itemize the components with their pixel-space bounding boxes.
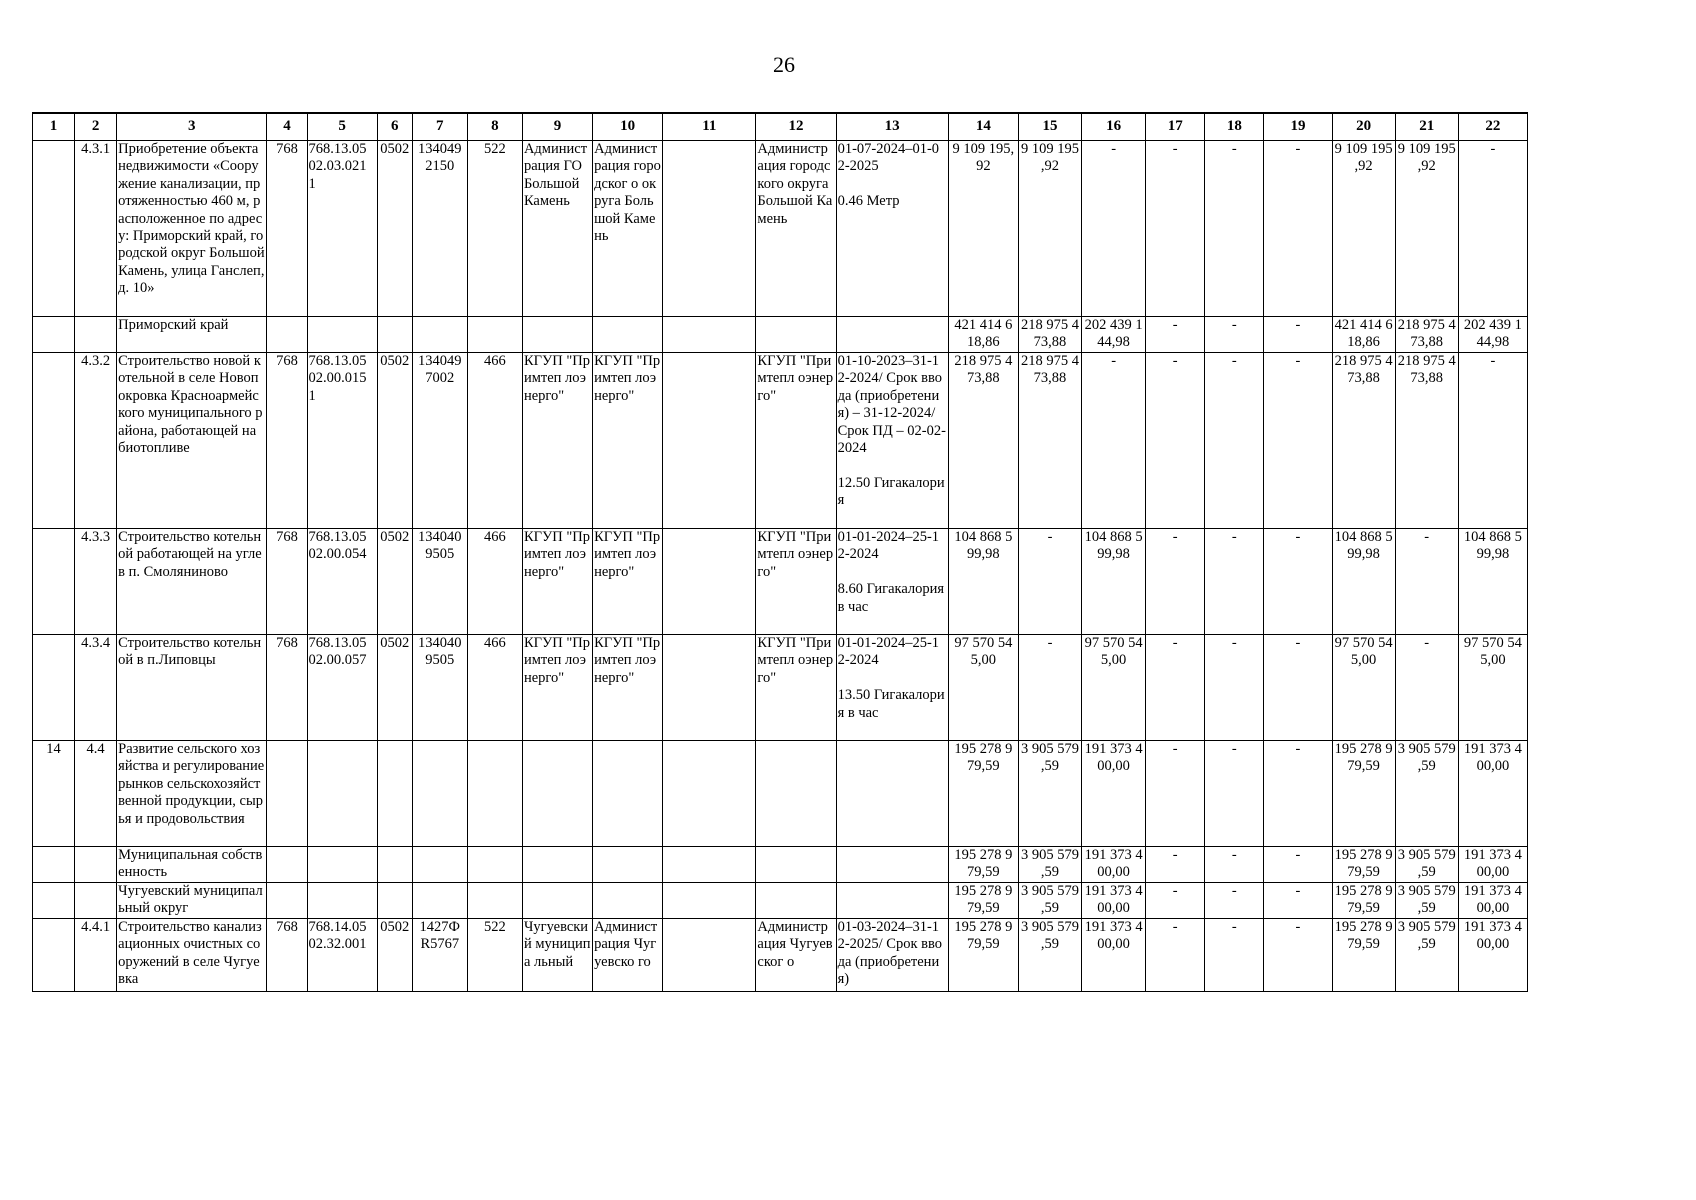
table-cell-col-20: 104 868 5 99,98 [1332,529,1395,635]
table-cell-col-18: - [1205,317,1264,353]
table-cell-col-21: - [1395,635,1458,741]
table-cell-col-16: 191 373 4 00,00 [1082,847,1146,883]
table-cell-col-11 [663,883,756,919]
table-cell-col-11 [663,635,756,741]
column-header-4: 4 [267,113,307,141]
table-cell-col-6: 0502 [377,919,412,992]
table-cell-col-19: - [1264,635,1332,741]
table-cell-col-7 [412,883,467,919]
table-cell-col-14: 195 278 9 79,59 [948,883,1018,919]
column-header-20: 20 [1332,113,1395,141]
page-number: 26 [773,52,795,77]
table-cell-col-20: 97 570 54 5,00 [1332,635,1395,741]
table-cell-col-18: - [1205,353,1264,529]
table-cell-col-7 [412,317,467,353]
table-cell-col-4 [267,317,307,353]
table-cell-col-9 [522,883,592,919]
table-cell-col-22: 104 868 5 99,98 [1458,529,1527,635]
table-cell-col-12: КГУП "Примтепл оэнерго" [756,635,836,741]
table-cell-col-13: 01-03-2024–31-1 2-2025/ Срок ввода (приобретения) [836,919,948,992]
table-cell-col-16: 104 868 5 99,98 [1082,529,1146,635]
table-row [33,847,1528,883]
table-cell-col-3: Приморский край [117,317,267,353]
table-cell-col-19: - [1264,529,1332,635]
table-cell-col-5: 768.13.05 02.00.015 1 [307,353,377,529]
table-cell-col-14: 195 278 9 79,59 [948,919,1018,992]
table-cell-col-4: 768 [267,635,307,741]
table-cell-col-10: КГУП "Примтеп лоэнерго" [593,635,663,741]
table-cell-col-5 [307,847,377,883]
table-cell-col-7: 134049 7002 [412,353,467,529]
table-cell-col-8: 466 [467,635,522,741]
table-row [33,317,1528,353]
table-cell-col-5 [307,317,377,353]
table-cell-col-1 [33,529,75,635]
table-row [33,919,1528,992]
table-cell-col-2 [75,847,117,883]
table-cell-col-20: 421 414 6 18,86 [1332,317,1395,353]
table-cell-col-12: Администр ация городского округа Большой Камень [756,141,836,317]
table-cell-col-5: 768.13.05 02.00.057 [307,635,377,741]
table-cell-col-6: 0502 [377,141,412,317]
table-cell-col-9 [522,317,592,353]
column-header-1: 1 [33,113,75,141]
table-cell-col-11 [663,741,756,847]
table-cell-col-14: 104 868 5 99,98 [948,529,1018,635]
table-cell-col-8: 466 [467,353,522,529]
table-cell-col-2 [75,883,117,919]
table-cell-col-15: 9 109 195 ,92 [1018,141,1081,317]
table-cell-col-8 [467,847,522,883]
table-cell-col-13: 01-07-2024–01-0 2-2025 0.46 Метр [836,141,948,317]
column-header-10: 10 [593,113,663,141]
table-cell-col-14: 195 278 9 79,59 [948,847,1018,883]
table-cell-col-10: КГУП "Примтеп лоэнерго" [593,529,663,635]
table-cell-col-20: 218 975 4 73,88 [1332,353,1395,529]
table-cell-col-2 [75,317,117,353]
table-cell-col-21: - [1395,529,1458,635]
table-cell-col-20: 195 278 9 79,59 [1332,883,1395,919]
table-cell-col-17: - [1146,529,1205,635]
table-cell-col-12 [756,317,836,353]
table-cell-col-3: Чугуевский муниципальный округ [117,883,267,919]
table-cell-col-22: 97 570 54 5,00 [1458,635,1527,741]
table-cell-col-3: Строительство котельной в п.Липовцы [117,635,267,741]
column-header-17: 17 [1146,113,1205,141]
table-cell-col-22: - [1458,353,1527,529]
column-header-3: 3 [117,113,267,141]
table-cell-col-5: 768.13.05 02.00.054 [307,529,377,635]
table-cell-col-4: 768 [267,919,307,992]
table-cell-col-5 [307,883,377,919]
table-cell-col-10: Админист рация Чугуевско го [593,919,663,992]
table-cell-col-8: 522 [467,141,522,317]
column-header-9: 9 [522,113,592,141]
table-row [33,741,1528,847]
table-cell-col-18: - [1205,919,1264,992]
table-row [33,353,1528,529]
table-cell-col-19: - [1264,883,1332,919]
table-cell-col-1 [33,353,75,529]
table-cell-col-22: 191 373 4 00,00 [1458,847,1527,883]
column-header-6: 6 [377,113,412,141]
table-cell-col-20: 195 278 9 79,59 [1332,847,1395,883]
table-cell-col-12: КГУП "Примтепл оэнерго" [756,353,836,529]
table-cell-col-19: - [1264,919,1332,992]
table-cell-col-18: - [1205,883,1264,919]
table-cell-col-22: - [1458,141,1527,317]
column-header-8: 8 [467,113,522,141]
table-cell-col-1 [33,919,75,992]
column-header-21: 21 [1395,113,1458,141]
table-cell-col-2: 4.3.1 [75,141,117,317]
table-cell-col-13 [836,317,948,353]
table-cell-col-12 [756,883,836,919]
column-header-7: 7 [412,113,467,141]
table-cell-col-17: - [1146,635,1205,741]
table-cell-col-6: 0502 [377,635,412,741]
table-cell-col-14: 218 975 4 73,88 [948,353,1018,529]
table-cell-col-13: 01-10-2023–31-1 2-2024/ Срок ввода (приобретения) – 31-12-2024/ Срок ПД – 02-02-2024 12.50 Гигакалория [836,353,948,529]
column-header-13: 13 [836,113,948,141]
table-row [33,635,1528,741]
table-cell-col-7 [412,847,467,883]
table-cell-col-22: 191 373 4 00,00 [1458,919,1527,992]
table-cell-col-9: Чугуевски й муниципа льный [522,919,592,992]
table-cell-col-2: 4.4 [75,741,117,847]
table-cell-col-7: 1427Ф R5767 [412,919,467,992]
table-cell-col-10 [593,741,663,847]
table-cell-col-6 [377,883,412,919]
table-cell-col-14: 421 414 6 18,86 [948,317,1018,353]
table-cell-col-7: 134040 9505 [412,529,467,635]
table-cell-col-21: 3 905 579 ,59 [1395,741,1458,847]
table-cell-col-16: 191 373 4 00,00 [1082,741,1146,847]
table-cell-col-21: 3 905 579 ,59 [1395,847,1458,883]
table-cell-col-5 [307,741,377,847]
column-header-22: 22 [1458,113,1527,141]
table-cell-col-3: Приобретение объекта недвижимости «Сооружение канализации, протяженностью 460 м, расположенное по адресу: Приморский край, городской округ Большой Камень, улица Ганслеп, д. 10» [117,141,267,317]
table-cell-col-16: 191 373 4 00,00 [1082,919,1146,992]
table-cell-col-22: 191 373 4 00,00 [1458,883,1527,919]
table-cell-col-11 [663,353,756,529]
table-cell-col-15: 3 905 579 ,59 [1018,883,1081,919]
table-cell-col-16: - [1082,353,1146,529]
table-cell-col-3: Муниципальная собственность [117,847,267,883]
table-cell-col-10 [593,317,663,353]
table-cell-col-11 [663,141,756,317]
table-cell-col-4 [267,883,307,919]
table-cell-col-10 [593,883,663,919]
table-cell-col-11 [663,847,756,883]
table-cell-col-19: - [1264,317,1332,353]
column-header-16: 16 [1082,113,1146,141]
table-cell-col-6: 0502 [377,353,412,529]
table-cell-col-11 [663,919,756,992]
table-cell-col-20: 195 278 9 79,59 [1332,741,1395,847]
table-cell-col-22: 202 439 1 44,98 [1458,317,1527,353]
table-cell-col-20: 9 109 195 ,92 [1332,141,1395,317]
table-cell-col-4: 768 [267,353,307,529]
table-cell-col-9 [522,847,592,883]
table-cell-col-21: 3 905 579 ,59 [1395,919,1458,992]
table-cell-col-14: 97 570 54 5,00 [948,635,1018,741]
table-cell-col-21: 218 975 4 73,88 [1395,317,1458,353]
table-cell-col-8: 522 [467,919,522,992]
table-cell-col-13 [836,847,948,883]
table-row [33,529,1528,635]
table-cell-col-2: 4.3.2 [75,353,117,529]
table-cell-col-18: - [1205,529,1264,635]
table-cell-col-9: КГУП "Примтеп лоэнерго" [522,635,592,741]
table-cell-col-15: 3 905 579 ,59 [1018,847,1081,883]
table-cell-col-15: 218 975 4 73,88 [1018,317,1081,353]
table-cell-col-1 [33,635,75,741]
table-cell-col-12: КГУП "Примтепл оэнерго" [756,529,836,635]
table-cell-col-19: - [1264,847,1332,883]
table-cell-col-1 [33,141,75,317]
table-cell-col-9: КГУП "Примтеп лоэнерго" [522,529,592,635]
table-cell-col-22: 191 373 4 00,00 [1458,741,1527,847]
table-cell-col-17: - [1146,741,1205,847]
table-cell-col-9: Админист рация ГО Большой Камень [522,141,592,317]
table-cell-col-10: КГУП "Примтеп лоэнерго" [593,353,663,529]
table-cell-col-18: - [1205,847,1264,883]
table-cell-col-17: - [1146,919,1205,992]
table-cell-col-6 [377,741,412,847]
table-cell-col-8: 466 [467,529,522,635]
table-cell-col-17: - [1146,317,1205,353]
table-cell-col-1 [33,883,75,919]
table-cell-col-3: Развитие сельского хозяйства и регулирование рынков сельскохозяйственной продукции, сырья и продовольствия [117,741,267,847]
table-cell-col-3: Строительство канализационных очистных сооружений в селе Чугуевка [117,919,267,992]
table-cell-col-15: 218 975 4 73,88 [1018,353,1081,529]
table-cell-col-16: 202 439 1 44,98 [1082,317,1146,353]
column-header-11: 11 [663,113,756,141]
table-cell-col-4: 768 [267,529,307,635]
table-cell-col-11 [663,317,756,353]
table-cell-col-5: 768.13.05 02.03.021 1 [307,141,377,317]
table-cell-col-16: - [1082,141,1146,317]
table-cell-col-21: 9 109 195 ,92 [1395,141,1458,317]
table-cell-col-1 [33,317,75,353]
table-cell-col-2: 4.4.1 [75,919,117,992]
table-cell-col-20: 195 278 9 79,59 [1332,919,1395,992]
column-header-2: 2 [75,113,117,141]
table-cell-col-6: 0502 [377,529,412,635]
table-cell-col-12: Администр ация Чугуевског о [756,919,836,992]
data-table [32,112,1528,992]
table-cell-col-17: - [1146,847,1205,883]
table-cell-col-18: - [1205,635,1264,741]
table-cell-col-7 [412,741,467,847]
table-cell-col-16: 191 373 4 00,00 [1082,883,1146,919]
column-header-5: 5 [307,113,377,141]
table-cell-col-6 [377,317,412,353]
table-cell-col-15: 3 905 579 ,59 [1018,919,1081,992]
table-cell-col-1: 14 [33,741,75,847]
table-cell-col-5: 768.14.05 02.32.001 [307,919,377,992]
table-cell-col-7: 134049 2150 [412,141,467,317]
table-cell-col-19: - [1264,141,1332,317]
table-cell-col-18: - [1205,741,1264,847]
table-cell-col-15: - [1018,635,1081,741]
table-cell-col-19: - [1264,741,1332,847]
column-header-18: 18 [1205,113,1264,141]
table-cell-col-2: 4.3.4 [75,635,117,741]
table-cell-col-15: 3 905 579 ,59 [1018,741,1081,847]
table-cell-col-16: 97 570 54 5,00 [1082,635,1146,741]
table-cell-col-4: 768 [267,141,307,317]
table-cell-col-1 [33,847,75,883]
table-cell-col-15: - [1018,529,1081,635]
table-cell-col-8 [467,741,522,847]
table-cell-col-4 [267,847,307,883]
table-cell-col-7: 134040 9505 [412,635,467,741]
table-cell-col-9: КГУП "Примтеп лоэнерго" [522,353,592,529]
table-cell-col-17: - [1146,141,1205,317]
table-cell-col-19: - [1264,353,1332,529]
column-header-12: 12 [756,113,836,141]
table-cell-col-17: - [1146,883,1205,919]
column-header-15: 15 [1018,113,1081,141]
table-cell-col-13: 01-01-2024–25-1 2-2024 13.50 Гигакалория в час [836,635,948,741]
table-cell-col-14: 195 278 9 79,59 [948,741,1018,847]
table-cell-col-17: - [1146,353,1205,529]
table-cell-col-3: Строительство новой котельной в селе Новопокровка Красноармейского муниципального района, работающей на биотопливе [117,353,267,529]
table-cell-col-12 [756,847,836,883]
table-cell-col-8 [467,883,522,919]
table-cell-col-18: - [1205,141,1264,317]
table-cell-col-10: Админист рация городског о округа Большой Камень [593,141,663,317]
table-cell-col-21: 3 905 579 ,59 [1395,883,1458,919]
table-cell-col-14: 9 109 195, 92 [948,141,1018,317]
table-header-row [33,113,1528,141]
table-cell-col-21: 218 975 4 73,88 [1395,353,1458,529]
table-cell-col-3: Строительство котельной работающей на угле в п. Смоляниново [117,529,267,635]
table-row [33,883,1528,919]
table-cell-col-11 [663,529,756,635]
table-cell-col-12 [756,741,836,847]
table-cell-col-6 [377,847,412,883]
table-cell-col-13 [836,883,948,919]
column-header-14: 14 [948,113,1018,141]
column-header-19: 19 [1264,113,1332,141]
table-row [33,141,1528,317]
table-cell-col-13: 01-01-2024–25-1 2-2024 8.60 Гигакалория в час [836,529,948,635]
table-cell-col-4 [267,741,307,847]
table-cell-col-2: 4.3.3 [75,529,117,635]
table-cell-col-8 [467,317,522,353]
table-cell-col-10 [593,847,663,883]
table-cell-col-9 [522,741,592,847]
table-cell-col-13 [836,741,948,847]
